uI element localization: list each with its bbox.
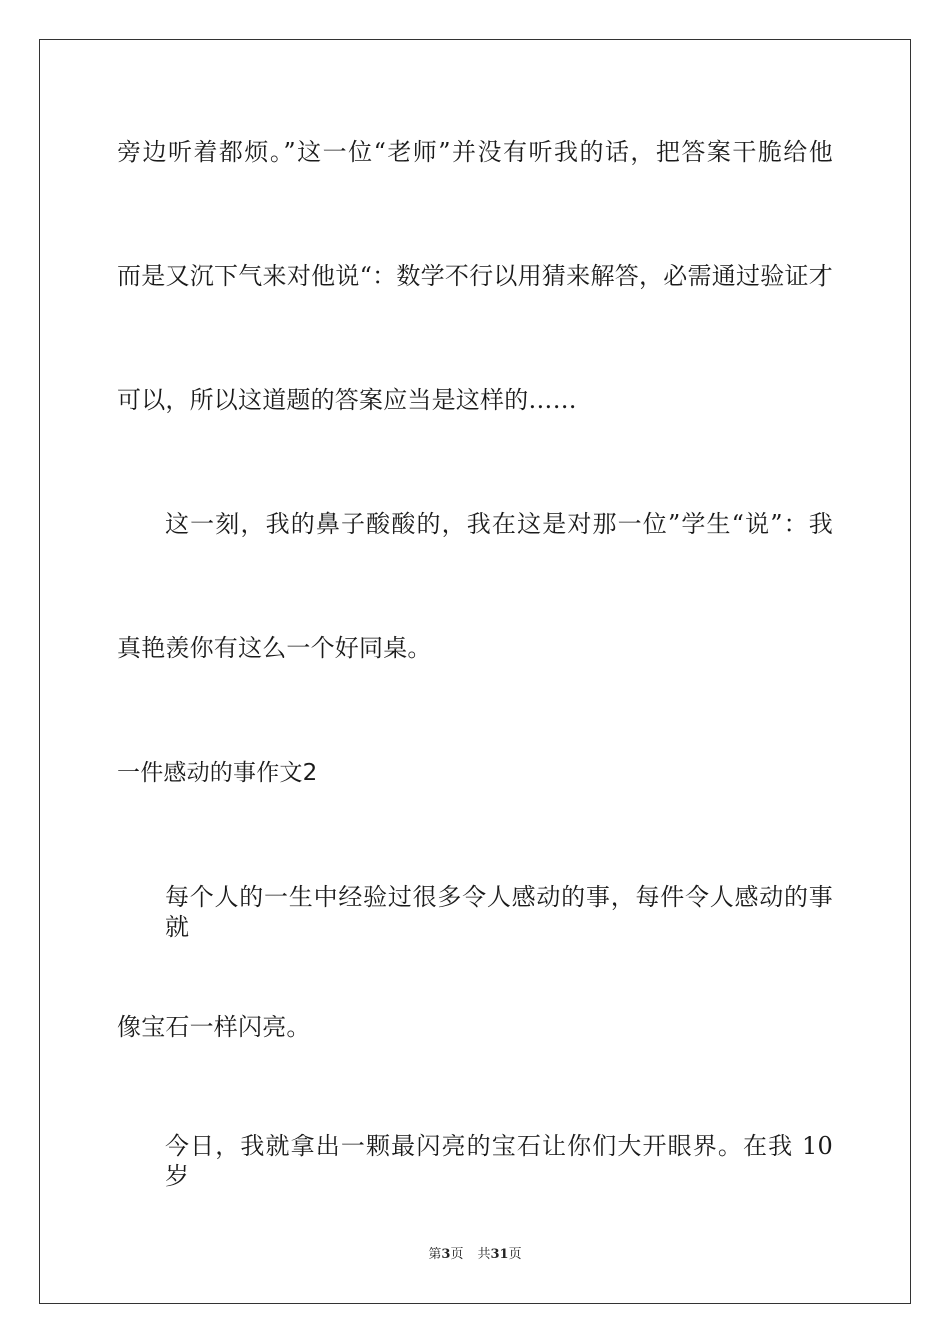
total-pages: 31 — [490, 1247, 509, 1262]
total-prefix: 共 — [477, 1247, 491, 1262]
paragraph-first-line: 今日，我就拿出一颗最闪亮的宝石让你们大开眼界。在我 10 岁 — [165, 1132, 833, 1190]
page-suffix: 页 — [450, 1247, 464, 1262]
paragraph-first-line: 这一刻，我的鼻子酸酸的，我在这是对那一位”学生“说”：我 — [165, 510, 833, 538]
body-text-line: 可以，所以这道题的答案应当是这样的…… — [117, 386, 577, 414]
page-number: 3 — [441, 1247, 451, 1262]
body-text-line: 而是又沉下气来对他说“：数学不行以用猜来解答，必需通过验证才 — [117, 262, 833, 290]
page-border — [39, 39, 911, 1304]
body-text-line: 旁边听着都烦。”这一位“老师”并没有听我的话，把答案干脆给他 — [117, 138, 833, 166]
page-footer — [0, 1246, 950, 1264]
paragraph-first-line: 每个人的一生中经验过很多令人感动的事，每件令人感动的事就 — [165, 883, 833, 941]
body-text-line: 像宝石一样闪亮。 — [117, 1013, 311, 1041]
body-text-line: 真艳羡你有这么一个好同桌。 — [117, 634, 432, 662]
section-heading: 一件感动的事作文2 — [117, 760, 318, 786]
total-suffix: 页 — [508, 1247, 522, 1262]
page-prefix: 第 — [428, 1247, 442, 1262]
